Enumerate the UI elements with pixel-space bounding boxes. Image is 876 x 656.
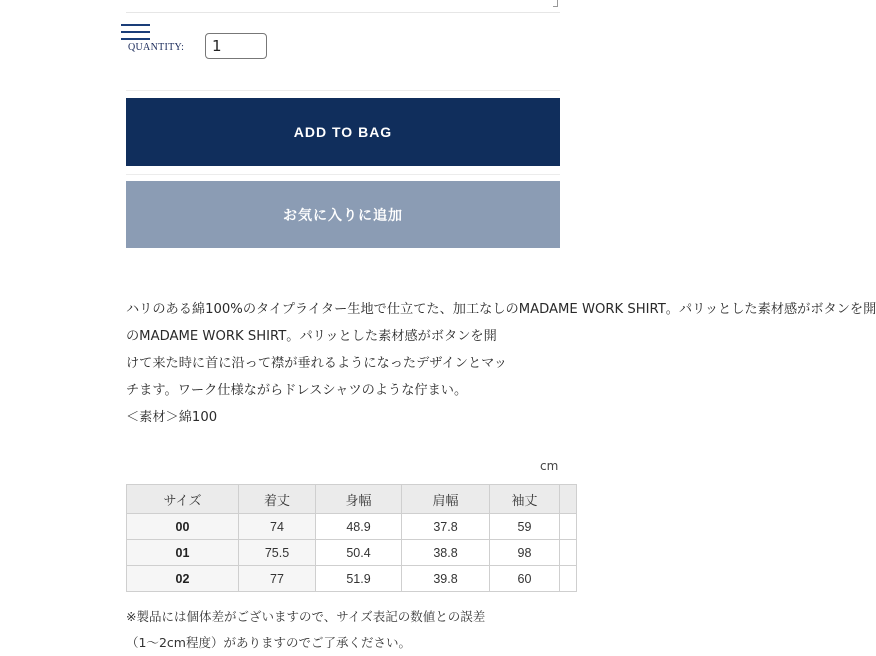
sleeve-cell: 98: [490, 540, 560, 566]
size-table-header-row: [127, 485, 577, 514]
length-cell: 75.5: [239, 540, 316, 566]
sleeve-cell: 59: [490, 514, 560, 540]
quantity-input[interactable]: [205, 33, 267, 59]
add-to-bag-label: ADD TO BAG: [293, 124, 393, 140]
size-note: [126, 604, 560, 650]
description-line: チます。ワーク仕様ながらドレスシャツのような佇まい。: [126, 383, 468, 398]
menu-icon-bar-bottom: [121, 38, 150, 40]
width-cell: 51.9: [316, 566, 402, 592]
divider: [126, 174, 560, 175]
header-shoulder: 肩幅: [402, 485, 490, 514]
shoulder-cell: 37.8: [402, 514, 490, 540]
menu-icon[interactable]: [121, 24, 150, 42]
size-cell: 01: [127, 540, 239, 566]
product-description: [126, 296, 876, 431]
menu-icon-bar-top: [121, 24, 150, 26]
shoulder-cell: 38.8: [402, 540, 490, 566]
note-line: （1〜2cm程度）がありますのでご了承ください。: [126, 635, 411, 650]
size-table: [126, 484, 577, 592]
add-favorite-button[interactable]: [126, 181, 560, 248]
extra-cell: [560, 540, 577, 566]
width-cell: 48.9: [316, 514, 402, 540]
add-to-bag-button[interactable]: [126, 98, 560, 166]
header-size: サイズ: [127, 485, 239, 514]
size-chart: [126, 484, 560, 594]
extra-cell: [560, 566, 577, 592]
extra-cell: [560, 514, 577, 540]
table-row: [127, 514, 577, 540]
size-cell: 00: [127, 514, 239, 540]
table-row: [127, 566, 577, 592]
add-favorite-label: お気に入りに追加: [283, 207, 403, 224]
size-unit-label: cm: [540, 459, 559, 473]
header-sleeve: 袖丈: [490, 485, 560, 514]
header-width: 身幅: [316, 485, 402, 514]
shoulder-cell: 39.8: [402, 566, 490, 592]
header-length: 着丈: [239, 485, 316, 514]
menu-icon-bar-middle: [121, 31, 150, 33]
top-divider: [126, 12, 560, 13]
length-cell: 74: [239, 514, 316, 540]
quantity-label: QUANTITY:: [128, 42, 185, 53]
header-extra: [560, 485, 577, 514]
width-cell: 50.4: [316, 540, 402, 566]
length-cell: 77: [239, 566, 316, 592]
size-cell: 02: [127, 566, 239, 592]
description-line: ＜素材＞綿100: [126, 410, 218, 425]
description-line: のMADAME WORK SHIRT。パリッとした素材感がボタンを開: [126, 329, 497, 344]
note-line: ※製品には個体差がございますので、サイズ表記の数値との誤差: [126, 609, 486, 624]
chevron-icon: [553, 0, 558, 7]
description-line: ハリのある綿100%のタイプライター生地で仕立てた、加工なしのMADAME WORK SHIRT。パリッとした素材感がボタンを開: [126, 302, 876, 317]
sleeve-cell: 60: [490, 566, 560, 592]
table-row: [127, 540, 577, 566]
description-line: けて来た時に首に沿って襟が垂れるようになったデザインとマッ: [126, 356, 507, 371]
divider: [126, 90, 560, 91]
